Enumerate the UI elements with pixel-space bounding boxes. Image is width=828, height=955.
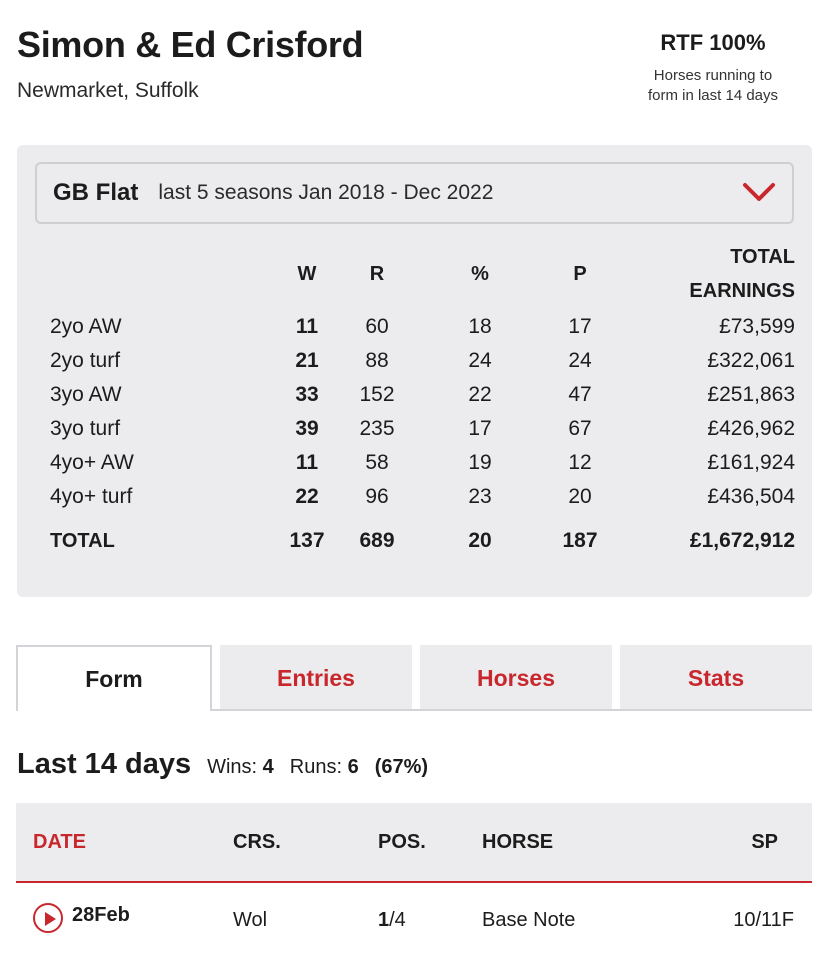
tab-entries[interactable]: Entries	[220, 645, 412, 711]
chevron-down-icon	[742, 181, 776, 203]
header-earnings-line2: EARNINGS	[689, 280, 795, 302]
row-percent: 17	[468, 417, 492, 440]
row-wins: 33	[295, 383, 319, 406]
row-earnings: £161,924	[707, 451, 795, 474]
row-places: 20	[568, 485, 592, 508]
row-earnings: £73,599	[719, 315, 795, 338]
wins-label: Wins:	[207, 756, 258, 778]
wins-value: 4	[262, 756, 274, 778]
stats-panel	[17, 145, 812, 597]
runs-value: 6	[347, 756, 359, 778]
row-runs: 152	[359, 383, 395, 406]
form-date: 28Feb	[72, 904, 130, 926]
recent-wins	[207, 756, 274, 779]
header-earnings	[635, 240, 795, 308]
header-percent: %	[471, 263, 489, 285]
row-runs: 96	[365, 485, 389, 508]
header-places: P	[573, 263, 587, 285]
row-places: 17	[568, 315, 592, 338]
row-earnings: £426,962	[707, 417, 795, 440]
selector-range: last 5 seasons Jan 2018 - Dec 2022	[158, 181, 494, 204]
header-earnings-line1: TOTAL	[730, 246, 795, 268]
stats-row	[50, 310, 795, 344]
trainer-name: Simon & Ed Crisford	[17, 24, 364, 65]
stats-total-row	[50, 524, 795, 558]
row-places: 47	[568, 383, 592, 406]
row-label: 4yo+ AW	[50, 451, 134, 474]
rtf-sub-line2: form in last 14 days	[647, 87, 779, 104]
stats-row	[50, 480, 795, 514]
row-runs: 58	[365, 451, 389, 474]
stats-header-row	[50, 240, 795, 310]
header-wins: W	[297, 263, 317, 285]
row-earnings: £322,061	[707, 349, 795, 372]
row-label: 4yo+ turf	[50, 485, 133, 508]
stats-row	[50, 378, 795, 412]
stats-row	[50, 344, 795, 378]
row-percent: 22	[468, 383, 492, 406]
header-sp: SP	[751, 831, 778, 853]
row-wins: 21	[295, 349, 319, 372]
form-row[interactable]	[16, 885, 812, 955]
row-earnings: £436,504	[707, 485, 795, 508]
selector-code: GB Flat	[53, 179, 139, 206]
form-sp: 10/11F	[733, 909, 794, 931]
header-horse: HORSE	[482, 831, 554, 853]
recent-summary	[17, 748, 444, 781]
row-runs: 235	[359, 417, 395, 440]
tab-form[interactable]: Form	[16, 645, 212, 711]
total-percent: 20	[468, 529, 492, 552]
rtf-summary	[628, 30, 798, 106]
row-runs: 60	[365, 315, 389, 338]
row-wins: 11	[295, 315, 319, 338]
row-percent: 23	[468, 485, 492, 508]
row-wins: 39	[295, 417, 319, 440]
trainer-location: Newmarket, Suffolk	[17, 79, 199, 102]
tab-bar	[16, 645, 812, 711]
play-video-icon[interactable]	[33, 903, 63, 933]
row-label: 3yo turf	[50, 417, 121, 440]
stats-row	[50, 412, 795, 446]
total-places: 187	[562, 529, 598, 552]
total-label: TOTAL	[50, 530, 115, 552]
row-label: 2yo AW	[50, 315, 122, 338]
stats-row	[50, 446, 795, 480]
recent-title: Last 14 days	[17, 748, 192, 780]
total-wins: 137	[289, 529, 325, 552]
row-label: 2yo turf	[50, 349, 121, 372]
header-course: CRS.	[233, 831, 281, 853]
rtf-title: RTF 100%	[660, 30, 766, 55]
form-runners: /4	[389, 909, 406, 931]
tab-horses[interactable]: Horses	[420, 645, 612, 711]
recent-runs	[290, 756, 359, 779]
form-table-header	[16, 803, 812, 883]
row-places: 24	[568, 349, 592, 372]
season-selector[interactable]	[35, 162, 794, 224]
tab-stats[interactable]: Stats	[620, 645, 812, 711]
header-date[interactable]: DATE	[33, 831, 86, 853]
row-wins: 11	[295, 451, 319, 474]
total-runs: 689	[359, 529, 395, 552]
runs-label: Runs:	[289, 756, 343, 778]
row-earnings: £251,863	[707, 383, 795, 406]
row-percent: 19	[468, 451, 492, 474]
tab-divider	[212, 709, 812, 711]
recent-percent: (67%)	[374, 756, 429, 778]
form-position-value: 1	[378, 909, 390, 931]
row-places: 67	[568, 417, 592, 440]
form-course: Wol	[233, 909, 268, 931]
rtf-description	[628, 66, 798, 106]
row-percent: 24	[468, 349, 492, 372]
row-runs: 88	[365, 349, 389, 372]
row-label: 3yo AW	[50, 383, 122, 406]
total-earnings: £1,672,912	[689, 529, 795, 552]
stats-table	[50, 240, 795, 558]
row-places: 12	[568, 451, 592, 474]
header-position: POS.	[378, 831, 426, 853]
form-position	[378, 885, 406, 955]
header-runs: R	[369, 263, 385, 285]
form-horse[interactable]: Base Note	[482, 909, 576, 931]
row-wins: 22	[295, 485, 319, 508]
row-percent: 18	[468, 315, 492, 338]
rtf-sub-line1: Horses running to	[653, 67, 773, 84]
